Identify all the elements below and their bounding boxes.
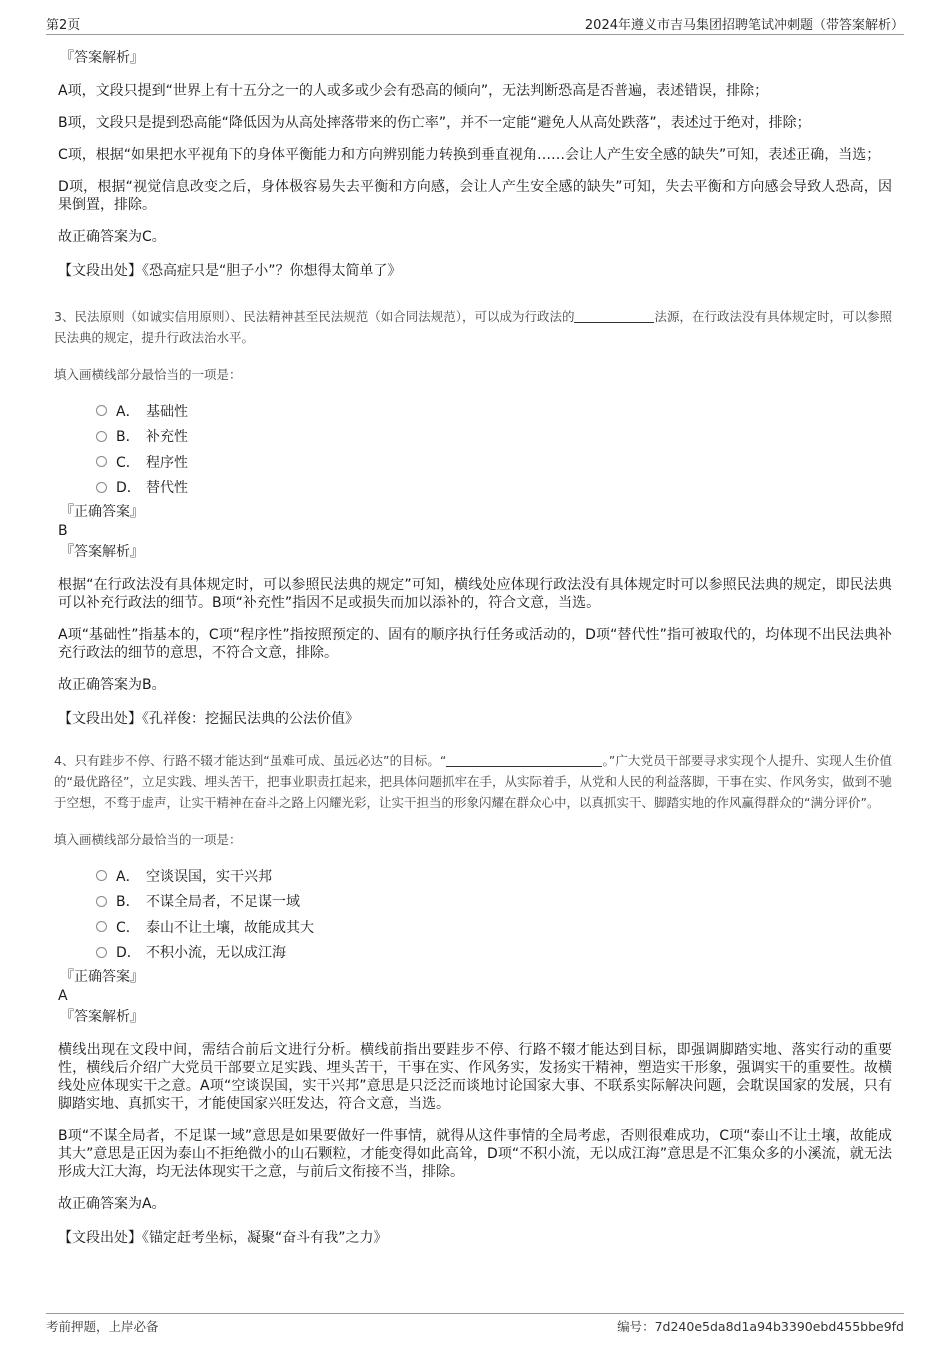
analysis-paragraph: 横线出现在文段中间，需结合前后文进行分析。横线前指出要跬步不停、行路不辍才能达到目标，即强调脚踏实地、落实行动的重要性，横线后介绍广大党员干部要立足实践、埋头苦干，干事在实、作风务实，发扬实干精神，塑造实干形象，强调实干的重要性。故横线处应体现实干之意。A项“空谈误国，实干兴邦”意思是只泛泛而谈地讨论国家大事、不联系实际解决问题，会耽误国家的发展，只有脚踏实地、真抓实干，才能使国家兴旺发达，符合文意，当选。 <box>58 1042 892 1112</box>
radio-icon[interactable] <box>96 456 107 467</box>
correct-answer-label: 『正确答案』 <box>60 969 144 985</box>
option-a[interactable]: A． 空谈误国，实干兴邦 <box>96 863 892 889</box>
fill-blank <box>574 309 654 323</box>
radio-icon[interactable] <box>96 921 107 932</box>
correct-answer-label: 『正确答案』 <box>60 504 144 520</box>
option-list <box>96 398 892 500</box>
fill-blank <box>446 753 602 767</box>
question-text: 3、民法原则（如诚实信用原则）、民法精神甚至民法规范（如合同法规范），可以成为行政法的 法源，在行政法没有具体规定时，可以参照民法典的规定，提升行政法治水平。 <box>54 309 892 345</box>
source-citation: 【文段出处】《恐高症只是“胆子小”？你想得太简单了》 <box>58 263 402 279</box>
question-prompt: 填入画横线部分最恰当的一项是： <box>54 367 242 382</box>
answer-conclusion: 故正确答案为C。 <box>58 229 166 245</box>
source-citation: 【文段出处】《锚定赶考坐标，凝聚“奋斗有我”之力》 <box>58 1230 388 1246</box>
page-content <box>54 44 892 1247</box>
analysis-label: 『答案解析』 <box>60 50 144 66</box>
option-d[interactable]: D． 替代性 <box>96 475 892 501</box>
source-citation: 【文段出处】《孔祥俊：挖掘民法典的公法价值》 <box>58 711 359 727</box>
radio-icon[interactable] <box>96 870 107 881</box>
analysis-label: 『答案解析』 <box>60 544 144 560</box>
analysis-paragraph: A项，文段只提到“世界上有十五分之一的人或多或少会有恐高的倾向”，无法判断恐高是否普遍，表述错误，排除； <box>58 83 769 99</box>
document-title: 2024年遵义市吉马集团招聘笔试冲刺题（带答案解析） <box>584 18 904 33</box>
page-number: 第2页 <box>46 18 81 33</box>
question-text: 4、只有跬步不停、行路不辍才能达到“虽难可成、虽远必达”的目标。“ 。”广大党员干部要寻求实现个人提升、实现人生价值的“最优路径”，立足实践、埋头苦干，把事业职责扛起来，把具体问题抓牢在手，从实际着手，从党和人民的利益落脚，干事在实、作风务实，做到不驰于空想，不骛于虚声，让实干精神在奋斗之路上闪耀光彩，让实干担当的形象闪耀在群众心中，以真抓实干、脚踏实地的作风赢得群众的“满分评价”。 <box>54 753 892 810</box>
analysis-paragraph: D项，根据“视觉信息改变之后，身体极容易失去平衡和方向感，会让人产生安全感的缺失”可知，失去平衡和方向感会导致人恐高，因果倒置，排除。 <box>58 179 892 213</box>
option-c[interactable]: C． 程序性 <box>96 449 892 475</box>
correct-answer-value: B <box>58 523 68 539</box>
option-a[interactable]: A． 基础性 <box>96 398 892 424</box>
radio-icon[interactable] <box>96 896 107 907</box>
radio-icon[interactable] <box>96 405 107 416</box>
option-c[interactable]: C． 泰山不让土壤，故能成其大 <box>96 914 892 940</box>
footer-slogan: 考前押题，上岸必备 <box>46 1319 159 1334</box>
answer-conclusion: 故正确答案为A。 <box>58 1196 166 1212</box>
question-prompt: 填入画横线部分最恰当的一项是： <box>54 832 242 847</box>
analysis-paragraph: C项，根据“如果把水平视角下的身体平衡能力和方向辨别能力转换到垂直视角……会让人产生安全感的缺失”可知，表述正确，当选； <box>58 147 881 163</box>
page-footer <box>46 1313 904 1336</box>
correct-answer-value: A <box>58 988 68 1004</box>
option-list <box>96 863 892 965</box>
analysis-paragraph: A项“基础性”指基本的，C项“程序性”指按照预定的、固有的顺序执行任务或活动的，D项“替代性”指可被取代的，均体现不出民法典补充行政法的细节的意思，不符合文意，排除。 <box>58 627 892 661</box>
analysis-paragraph: B项，文段只是提到恐高能“降低因为从高处摔落带来的伤亡率”，并不一定能“避免人从高处跌落”，表述过于绝对，排除； <box>58 115 811 131</box>
radio-icon[interactable] <box>96 482 107 493</box>
question-3 <box>54 306 892 728</box>
analysis-paragraph: B项“不谋全局者，不足谋一域”意思是如果要做好一件事情，就得从这件事情的全局考虑，否则很难成功，C项“泰山不让土壤，故能成其大”意思是正因为泰山不拒绝微小的山石颗粒，才能变得如此高耸，D项“不积小流，无以成江海”意思是不汇集众多的小溪流，就无法形成大江大海，均无法体现实干之意，与前后文衔接不当，排除。 <box>58 1128 892 1180</box>
document-id: 编号：7d240e5da8d1a94b3390ebd455bbe9fd <box>617 1319 904 1334</box>
page-header <box>46 14 904 35</box>
option-b[interactable]: B． 补充性 <box>96 424 892 450</box>
radio-icon[interactable] <box>96 947 107 958</box>
question-4 <box>54 750 892 1247</box>
radio-icon[interactable] <box>96 431 107 442</box>
q2-analysis <box>58 48 892 280</box>
answer-conclusion: 故正确答案为B。 <box>58 677 166 693</box>
analysis-label: 『答案解析』 <box>60 1009 144 1025</box>
option-d[interactable]: D． 不积小流，无以成江海 <box>96 940 892 966</box>
analysis-paragraph: 根据“在行政法没有具体规定时，可以参照民法典的规定”可知，横线处应体现行政法没有具体规定时可以参照民法典的规定，即民法典可以补充行政法的细节。B项“补充性”指因不足或损失而加以添补的，符合文意，当选。 <box>58 577 892 611</box>
option-b[interactable]: B． 不谋全局者，不足谋一域 <box>96 889 892 915</box>
